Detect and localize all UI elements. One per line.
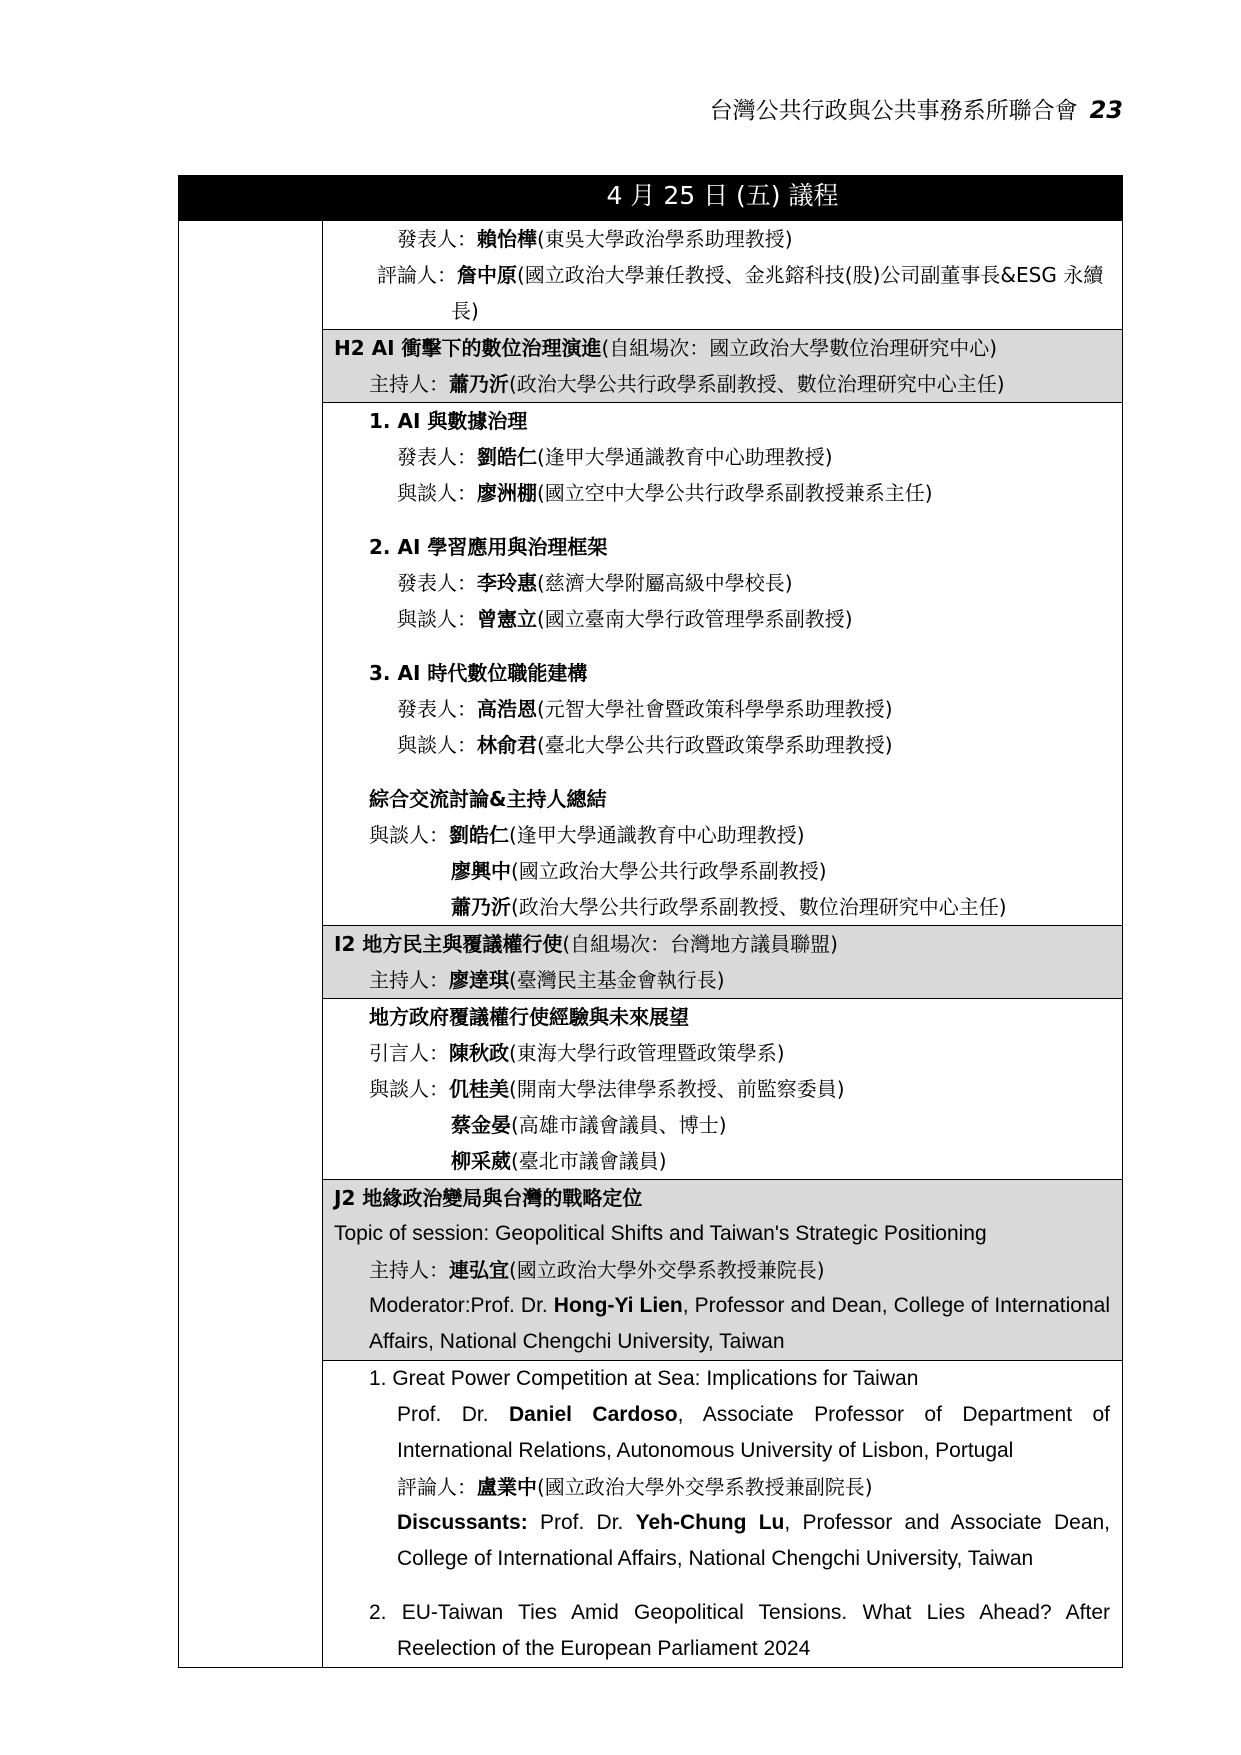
session-host: 主持人：廖達琪(臺灣民主基金會執行長) — [369, 968, 725, 992]
session-moderator: Moderator:Prof. Dr. Hong-Yi Lien, Professor and Dean, College of International Affairs, National Chengchi University, Taiwan — [369, 1294, 1110, 1353]
intro-line: 引言人：陳秋政(東海大學行政管理暨政策學系) — [369, 1041, 785, 1065]
session-h2-body-cell — [323, 403, 1123, 926]
discussant-line: 與談人：仉桂美(開南大學法律學系教授、前監察委員) — [369, 1077, 845, 1101]
discussant-line: 柳采葳(臺北市議會議員) — [451, 1149, 667, 1173]
session-title: J2 地緣政治變局與台灣的戰略定位 — [334, 1186, 643, 1210]
item-title: 地方政府覆議權行使經驗與未來展望 — [369, 1005, 689, 1029]
commenter-line: 評論人：盧業中(國立政治大學外交學系教授兼副院長) — [397, 1475, 873, 1499]
agenda-table — [178, 175, 1123, 1668]
header-left-cell — [179, 176, 323, 221]
page-header — [710, 92, 1123, 125]
summary-discussant-line: 蕭乃沂(政治大學公共行政學系副教授、數位治理研究中心主任) — [451, 895, 1007, 919]
summary-discussant-line: 廖興中(國立政治大學公共行政學系副教授) — [451, 859, 827, 883]
table-header-row — [179, 176, 1123, 221]
item-title: 3. AI 時代數位職能建構 — [369, 661, 588, 685]
session-host: 主持人：連弘宜(國立政治大學外交學系教授兼院長) — [369, 1258, 825, 1282]
summary-discussant-line: 與談人：劉皓仁(逢甲大學通識教育中心助理教授) — [369, 823, 805, 847]
session-host: 主持人：蕭乃沂(政治大學公共行政學系副教授、數位治理研究中心主任) — [369, 372, 1005, 396]
table-title: 4 月 25 日 (五) 議程 — [323, 176, 1123, 221]
presenter-line: 發表人：李玲惠(慈濟大學附屬高級中學校長) — [397, 571, 793, 595]
session-title: H2 AI 衝擊下的數位治理演進(自組場次：國立政治大學數位治理研究中心) — [334, 336, 998, 360]
presenter-line: 發表人：高浩恩(元智大學社會暨政策科學學系助理教授) — [397, 697, 893, 721]
session-topic-en: Topic of session: Geopolitical Shifts and Taiwan's Strategic Positioning — [334, 1222, 987, 1245]
session-j2-header-cell — [323, 1180, 1123, 1361]
discussant-line: 與談人：林俞君(臺北大學公共行政暨政策學系助理教授) — [397, 733, 893, 757]
item-title: 1. AI 與數據治理 — [369, 409, 528, 433]
commenter-line: 評論人：詹中原(國立政治大學兼任教授、金兆鎔科技(股)公司副董事長&ESG 永續長) — [377, 263, 1104, 323]
session-i2-header-cell — [323, 926, 1123, 999]
discussant-line: 與談人：廖洲棚(國立空中大學公共行政學系副教授兼系主任) — [397, 481, 933, 505]
speaker-line: Prof. Dr. Daniel Cardoso, Associate Professor of Department of International Relations, Autonomous University of Lisbon, Portugal — [397, 1403, 1110, 1462]
presenter-line: 發表人：賴怡樺(東吳大學政治學系助理教授) — [397, 227, 793, 251]
time-column — [179, 221, 323, 1668]
page-number: 23 — [1089, 96, 1123, 124]
session-j2-body-cell — [323, 1361, 1123, 1668]
presenter-line: 發表人：劉皓仁(逢甲大學通識教育中心助理教授) — [397, 445, 833, 469]
summary-title: 綜合交流討論&主持人總結 — [369, 787, 607, 811]
session-h2-header-cell — [323, 330, 1123, 403]
item-title: 1. Great Power Competition at Sea: Implications for Taiwan — [369, 1367, 919, 1390]
item-title: 2. AI 學習應用與治理框架 — [369, 535, 608, 559]
item-title: 2. EU-Taiwan Ties Amid Geopolitical Tensions. What Lies Ahead? After Reelection of the European Parliament 2024 — [369, 1601, 1110, 1660]
continued-session-body — [323, 221, 1123, 330]
session-title: I2 地方民主與覆議權行使(自組場次：台灣地方議員聯盟) — [334, 932, 838, 956]
header-title: 台灣公共行政與公共事務系所聯合會 — [709, 98, 1078, 124]
continued-session-row — [179, 221, 1123, 330]
discussants-line: Discussants: Prof. Dr. Yeh-Chung Lu, Professor and Associate Dean, College of International Affairs, National Chengchi University, Taiwan — [397, 1511, 1111, 1570]
discussant-line: 蔡金晏(高雄市議會議員、博士) — [451, 1113, 727, 1137]
discussant-line: 與談人：曾憲立(國立臺南大學行政管理學系副教授) — [397, 607, 853, 631]
session-i2-body-cell — [323, 999, 1123, 1180]
